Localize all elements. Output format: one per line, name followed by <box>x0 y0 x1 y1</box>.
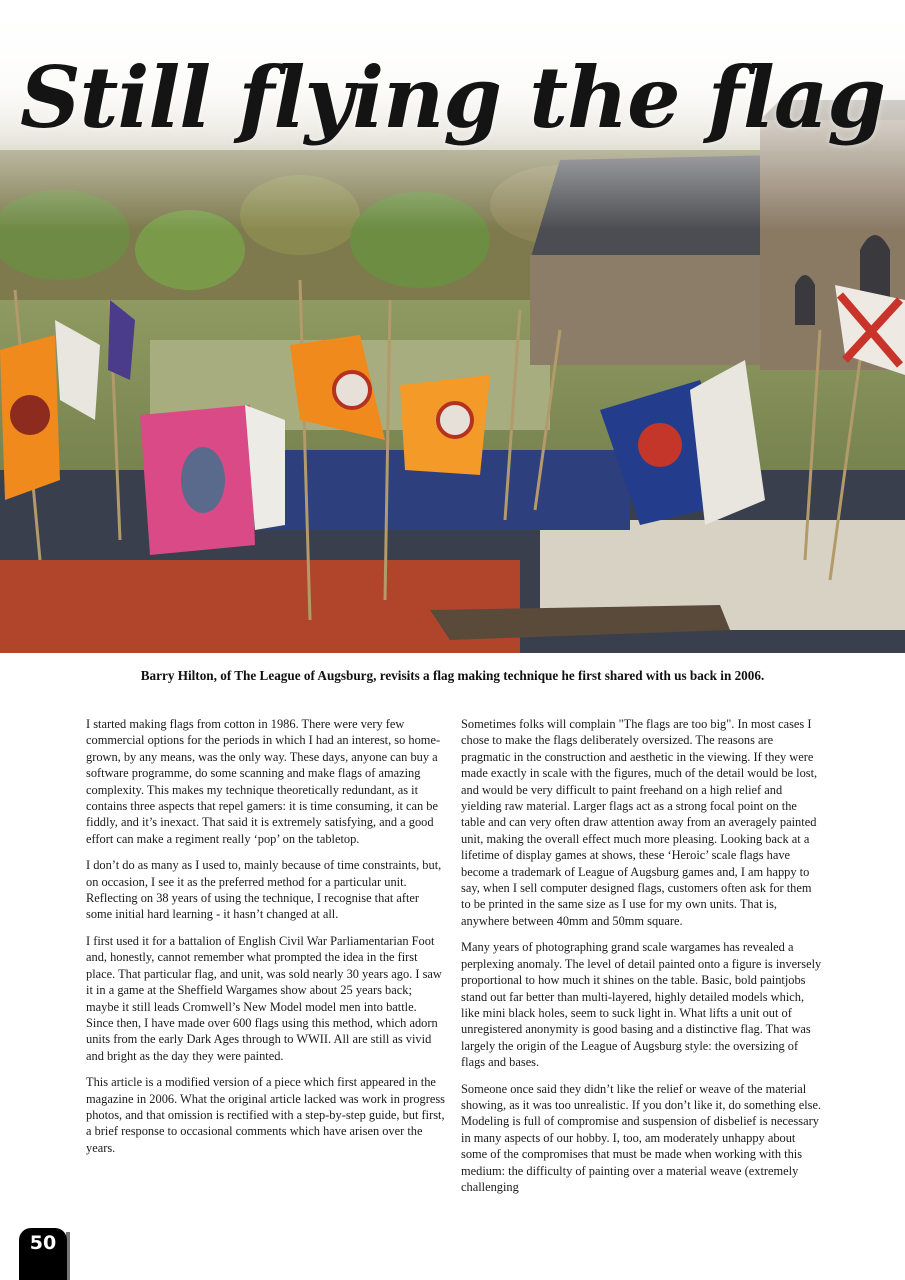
left-column <box>86 716 446 1166</box>
paragraph: This article is a modified version of a piece which first appeared in the magazine in 2006. What the original article lacked was work in progress photos, and that omission is rectified with a step-by-step guide, but first, a brief response to occasional comments which have arisen over the years. <box>86 1075 445 1155</box>
paragraph: I don’t do as many as I used to, mainly because of time constraints, but, on occasion, I see it as the preferred method for a particular unit. Reflecting on 38 years of using the technique, I recognise that after some initial hard learning - it hasn’t changed at all. <box>86 858 442 922</box>
page-number: 50 <box>19 1228 67 1280</box>
paragraph: I first used it for a battalion of English Civil War Parliamentarian Foot and, honestly, cannot remember what prompted the idea in the first place. That particular flag, and unit, was sold nearly 30 years ago. I saw it in a game at the Sheffield Wargames show about 25 years back; maybe it still leads Cromwell’s New Model model men into battle. Since then, I have made over 600 flags using this method, which adorn units from the early Dark Ages through to WWII. All are still as vivid and bright as the day they were painted. <box>86 933 442 1063</box>
article-title: Still flying the flag <box>19 48 886 147</box>
paragraph: Someone once said they didn’t like the relief or weave of the material showing, as it was too unrealistic. If you don’t like it, do something else. Modeling is full of compromise and suspension of disbelief is necessary in many aspects of our hobby. I, too, am moderately unhappy about some of the compromises that must be made when working with this medium: the difficulty of painting over a material weave (extremely challenging <box>461 1081 822 1194</box>
paragraph: I started making flags from cotton in 1986. There were very few commercial options for the periods in which I had an interest, so home-grown, by any means, was the only way. These days, anyone can buy a software programme, do some scanning and make flags of amazing complexity. This makes my technique theoretically redundant, as it contains three aspects that repel gamers: it is time consuming, it can be fiddly, and it’s inexact. That said it is extremely satisfying, and a good effort can make a regiment really ‘pop’ on the tabletop. <box>86 717 441 846</box>
right-column <box>461 716 823 1205</box>
article-standfirst: Barry Hilton, of The League of Augsburg, revisits a flag making technique he first shared with us back in 2006. <box>140 668 765 683</box>
paragraph: Many years of photographing grand scale wargames has revealed a perplexing anomaly. The level of detail painted onto a figure is inversely proportional to how much it shines on the table. Basic, bold paintjobs stand out far better than multi-layered, highly detailed models which, like mini black holes, seem to suck light in. What lifts a unit out of unregistered anonymity is good basing and a distinctive flag. That was largely the origin of the League of Augsburg style: the oversizing of flags and bases. <box>461 940 822 1070</box>
paragraph: Sometimes folks will complain "The flags are too big". In most cases I chose to make the flags deliberately oversized. The reasons are pragmatic in the construction and aesthetic in the viewing. If they were made exactly in scale with the figures, much of the detail would be lost, and would be very difficult to paint freehand on a high relief and yielding raw material. Larger flags act as a strong focal point on the table and can very often draw attention away from an averagely painted unit, making the overall effect much more pleasing. Looking back at a lifetime of display games at shows, these ‘Heroic’ scale flags have become a trademark of League of Augsburg games and, I am happy to say, when I sell computer designed flags, customers often ask for them to be printed in the same size as I use for my own units. That is, anywhere between 40mm and 50mm square. <box>461 717 818 928</box>
